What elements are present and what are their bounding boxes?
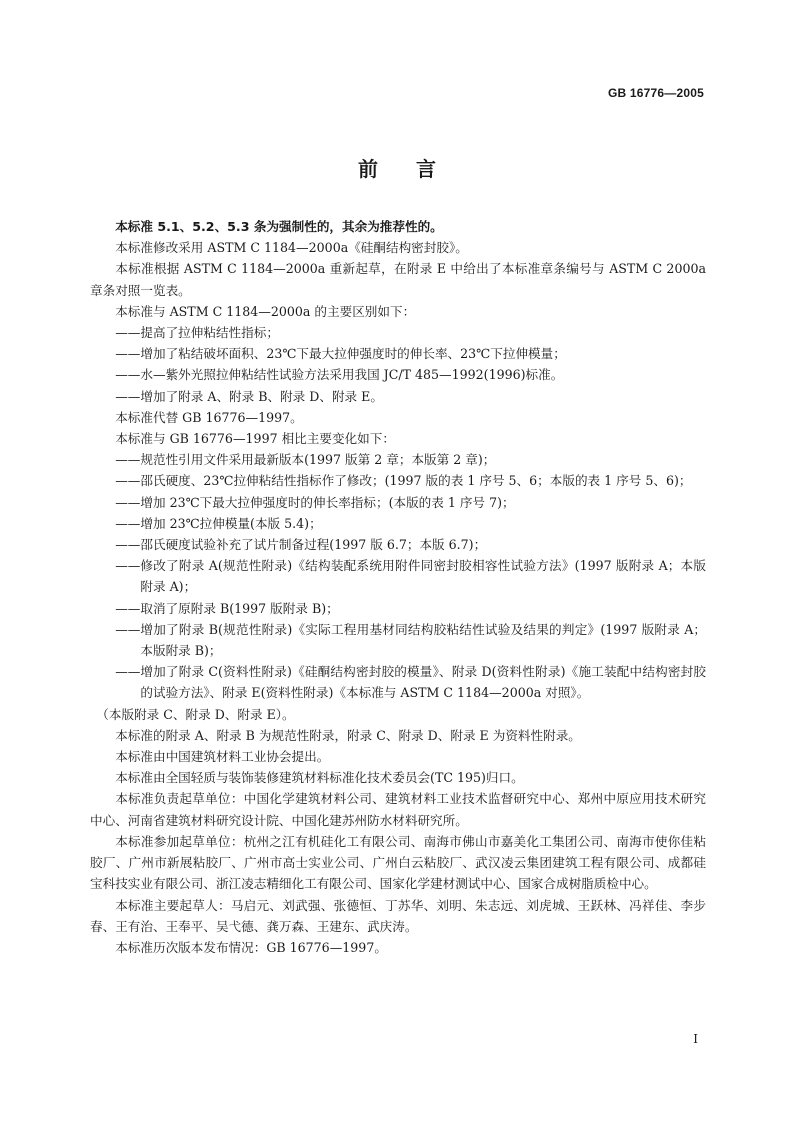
change-item [90,661,706,703]
change-item [90,598,706,619]
dash-mark: —— [115,325,141,341]
change-text: 规范性引用文件采用最新版本(1997 版第 2 章；本版第 2 章)； [140,452,496,468]
paragraph-lead-drafters: 本标准负责起草单位：中国化学建筑材料公司、建筑材料工业技术监督研究中心、郑州中原应用技术研究中心、河南省建筑材料研究设计院、中国化建苏州防水材料研究所。 [90,791,706,828]
dash-mark: —— [115,621,141,637]
dash-mark: —— [115,473,141,489]
change-item [90,619,706,661]
astm-difference-text: 增加了附录 A、附录 B、附录 D、附录 E。 [140,388,383,404]
astm-difference-item [90,322,706,343]
foreword-body [90,216,706,958]
paragraph-annex-types: 本标准的附录 A、附录 B 为规范性附录，附录 C、附录 D、附录 E 为资料性附录。 [115,727,581,743]
dash-mark: —— [115,600,141,616]
page-title: 前言 [358,157,474,181]
dash-mark: —— [115,558,141,574]
change-item [90,513,706,534]
change-text: 邵氏硬度、23℃拉伸粘结性指标作了修改；(1997 版的表 1 序号 5、6；本版的表 1 序号 5、6)； [140,473,692,489]
paragraph-astm-differences-intro: 本标准与 ASTM C 1184—2000a 的主要区别如下： [115,303,416,319]
paragraph-proposer: 本标准由中国建筑材料工业协会提出。 [115,749,330,765]
paragraph-committee: 本标准由全国轻质与装饰装修建筑材料标准化技术委员会(TC 195)归口。 [115,770,524,786]
paragraph-main-drafters: 本标准主要起草人：马启元、刘武强、张德恒、丁苏华、刘明、朱志远、刘虎城、王跃林、冯祥佳、李步春、王有治、王奉平、吴弋德、龚万森、王建东、武庆涛。 [90,897,706,934]
dash-mark: —— [115,664,141,680]
astm-difference-item [90,386,706,407]
paragraph-participating-drafters: 本标准参加起草单位：杭州之江有机硅化工有限公司、南海市佛山市嘉美化工集团公司、南海市使你佳粘胶厂、广州市新展粘胶厂、广州市高士实业公司、广州白云粘胶厂、武汉凌云集团建筑工程有限公司、成都硅宝科技实业有限公司、浙江凌志精细化工有限公司、国家化学建材测试中心、国家合成树脂质检中心。 [90,833,706,892]
dash-mark: —— [115,452,141,468]
page-number: I [693,1032,698,1046]
change-text: 增加 23℃下最大拉伸强度时的伸长率指标；(本版的表 1 序号 7)； [140,494,515,510]
paragraph-edition-history: 本标准历次版本发布情况：GB 16776—1997。 [115,939,387,955]
change-item [90,555,706,597]
paragraph-redrafting: 本标准根据 ASTM C 1184—2000a 重新起草，在附录 E 中给出了本标准章条编号与 ASTM C 2000a 章条对照一览表。 [90,261,706,298]
paragraph-mandatory-clauses: 本标准 5.1、5.2、5.3 条为强制性的，其余为推荐性的。 [115,219,443,234]
change-item [90,470,706,491]
standard-code: GB 16776—2005 [608,86,704,100]
dash-mark: —— [115,494,141,510]
dash-mark: —— [115,388,141,404]
paragraph-informative-annexes-note: （本版附录 C、附录 D、附录 E）。 [96,706,295,722]
dash-mark: —— [115,537,141,553]
change-text: 邵氏硬度试验补充了试片制备过程(1997 版 6.7；本版 6.7)； [140,537,487,553]
paragraph-changes-intro: 本标准与 GB 16776—1997 相比主要变化如下： [115,431,395,447]
change-text: 取消了原附录 B(1997 版附录 B)； [140,600,339,616]
change-item [90,492,706,513]
dash-mark: —— [115,346,141,362]
change-text: 修改了附录 A(规范性附录)《结构装配系统用附件同密封胶相容性试验方法》(1997 版附录 A；本版附录 A)； [140,558,706,595]
change-item [90,534,706,555]
astm-difference-text: 水—紫外光照拉伸粘结性试验方法采用我国 JC/T 485—1992(1996)标准。 [140,367,564,383]
change-text: 增加了附录 B(规范性附录)《实际工程用基材同结构胶粘结性试验及结果的判定》(1997 版附录 A；本版附录 B)； [140,621,706,659]
change-text: 增加了附录 C(资料性附录)《硅酮结构密封胶的模量》、附录 D(资料性附录)《施工装配中结构密封胶的试验方法》、附录 E(资料性附录)《本标准与 ASTM C 1184—2000a 对照》。 [140,664,706,701]
paragraph-replaces: 本标准代替 GB 16776—1997。 [115,409,303,425]
paragraph-adoption: 本标准修改采用 ASTM C 1184—2000a《硅酮结构密封胶》。 [115,240,468,256]
dash-mark: —— [115,515,141,531]
astm-difference-item [90,343,706,364]
astm-difference-text: 增加了粘结破坏面积、23℃下最大拉伸强度时的伸长率、23℃下拉伸模量； [140,346,566,362]
change-item [90,449,706,470]
astm-difference-item [90,364,706,385]
change-text: 增加 23℃拉伸模量(本版 5.4)； [140,515,322,531]
dash-mark: —— [115,367,141,383]
astm-difference-text: 提高了拉伸粘结性指标； [140,325,279,341]
